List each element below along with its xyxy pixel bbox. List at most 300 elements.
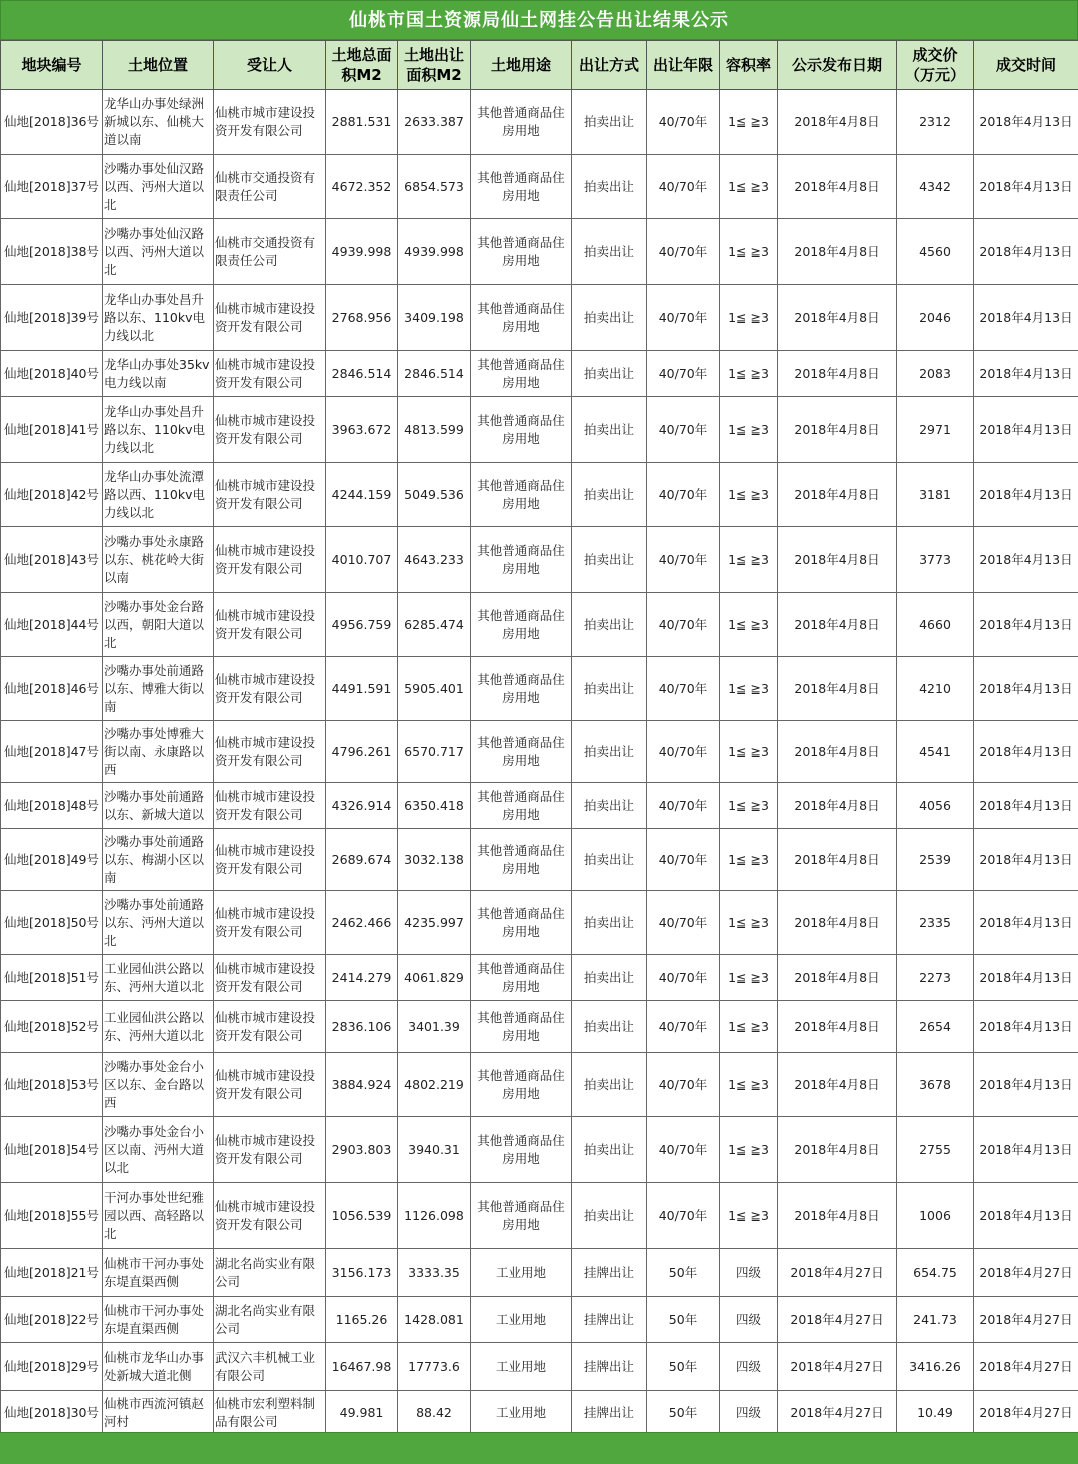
cell-buyer: 仙桃市宏利塑料制品有限公司: [214, 1391, 326, 1435]
cell-buyer: 仙桃市城市建设投资开发有限公司: [214, 1183, 326, 1249]
cell-far: 1≦ ≧3: [720, 891, 778, 955]
cell-term: 40/70年: [647, 593, 720, 657]
table-row: [1, 1001, 1078, 1053]
cell-plot-id: 仙地[2018]30号: [1, 1391, 103, 1435]
table-row: [1, 1343, 1078, 1391]
cell-sold-area: 4643.233: [398, 527, 471, 593]
cell-plot-id: 仙地[2018]37号: [1, 155, 103, 219]
cell-deal-date: 2018年4月13日: [974, 1001, 1078, 1053]
cell-price: 2046: [897, 285, 974, 351]
cell-total-area: 4956.759: [326, 593, 398, 657]
cell-sold-area: 3401.39: [398, 1001, 471, 1053]
cell-plot-id: 仙地[2018]41号: [1, 397, 103, 463]
cell-far: 四级: [720, 1343, 778, 1391]
cell-plot-id: 仙地[2018]40号: [1, 351, 103, 397]
cell-pub-date: 2018年4月8日: [778, 1053, 897, 1117]
cell-total-area: 2689.674: [326, 829, 398, 891]
cell-term: 40/70年: [647, 657, 720, 721]
cell-total-area: 2903.803: [326, 1117, 398, 1183]
cell-method: 拍卖出让: [572, 219, 647, 285]
cell-price: 10.49: [897, 1391, 974, 1435]
cell-pub-date: 2018年4月8日: [778, 90, 897, 155]
cell-method: 拍卖出让: [572, 1117, 647, 1183]
cell-term: 40/70年: [647, 90, 720, 155]
cell-sold-area: 3333.35: [398, 1249, 471, 1297]
cell-use: 其他普通商品住房用地: [471, 155, 572, 219]
cell-total-area: 4491.591: [326, 657, 398, 721]
cell-deal-date: 2018年4月13日: [974, 219, 1078, 285]
cell-price: 2971: [897, 397, 974, 463]
cell-total-area: 1165.26: [326, 1297, 398, 1343]
cell-location: 龙华山办事处昌升路以东、110kv电力线以北: [103, 397, 214, 463]
cell-term: 40/70年: [647, 463, 720, 527]
cell-term: 40/70年: [647, 721, 720, 783]
cell-pub-date: 2018年4月27日: [778, 1391, 897, 1435]
col-header-far: 容积率: [720, 41, 778, 90]
cell-price: 2755: [897, 1117, 974, 1183]
cell-use: 其他普通商品住房用地: [471, 351, 572, 397]
cell-use: 工业用地: [471, 1343, 572, 1391]
col-header-buyer: 受让人: [214, 41, 326, 90]
cell-buyer: 仙桃市城市建设投资开发有限公司: [214, 90, 326, 155]
cell-buyer: 仙桃市城市建设投资开发有限公司: [214, 783, 326, 829]
cell-plot-id: 仙地[2018]43号: [1, 527, 103, 593]
cell-method: 挂牌出让: [572, 1391, 647, 1435]
cell-total-area: 3963.672: [326, 397, 398, 463]
cell-buyer: 仙桃市城市建设投资开发有限公司: [214, 955, 326, 1001]
cell-method: 拍卖出让: [572, 657, 647, 721]
cell-plot-id: 仙地[2018]38号: [1, 219, 103, 285]
cell-deal-date: 2018年4月13日: [974, 891, 1078, 955]
cell-pub-date: 2018年4月8日: [778, 721, 897, 783]
cell-pub-date: 2018年4月8日: [778, 1001, 897, 1053]
cell-total-area: 4672.352: [326, 155, 398, 219]
cell-sold-area: 6285.474: [398, 593, 471, 657]
cell-use: 其他普通商品住房用地: [471, 1053, 572, 1117]
cell-use: 工业用地: [471, 1249, 572, 1297]
cell-far: 1≦ ≧3: [720, 90, 778, 155]
cell-sold-area: 1126.098: [398, 1183, 471, 1249]
cell-deal-date: 2018年4月13日: [974, 955, 1078, 1001]
table-row: [1, 955, 1078, 1001]
cell-pub-date: 2018年4月8日: [778, 397, 897, 463]
cell-sold-area: 2633.387: [398, 90, 471, 155]
cell-deal-date: 2018年4月27日: [974, 1391, 1078, 1435]
cell-deal-date: 2018年4月27日: [974, 1297, 1078, 1343]
table-row: [1, 721, 1078, 783]
cell-sold-area: 3409.198: [398, 285, 471, 351]
cell-term: 40/70年: [647, 1053, 720, 1117]
cell-term: 40/70年: [647, 155, 720, 219]
cell-buyer: 仙桃市交通投资有限责任公司: [214, 155, 326, 219]
table-row: [1, 783, 1078, 829]
cell-total-area: 1056.539: [326, 1183, 398, 1249]
cell-term: 40/70年: [647, 285, 720, 351]
cell-location: 龙华山办事处35kv电力线以南: [103, 351, 214, 397]
cell-term: 40/70年: [647, 219, 720, 285]
table-row: [1, 219, 1078, 285]
cell-method: 拍卖出让: [572, 351, 647, 397]
cell-term: 50年: [647, 1297, 720, 1343]
cell-location: 沙嘴办事处前通路以东、梅湖小区以南: [103, 829, 214, 891]
cell-method: 挂牌出让: [572, 1249, 647, 1297]
cell-far: 1≦ ≧3: [720, 721, 778, 783]
cell-location: 龙华山办事处昌升路以东、110kv电力线以北: [103, 285, 214, 351]
cell-plot-id: 仙地[2018]39号: [1, 285, 103, 351]
cell-pub-date: 2018年4月8日: [778, 783, 897, 829]
cell-total-area: 3884.924: [326, 1053, 398, 1117]
cell-far: 1≦ ≧3: [720, 155, 778, 219]
cell-use: 其他普通商品住房用地: [471, 90, 572, 155]
cell-total-area: 4244.159: [326, 463, 398, 527]
table-row: [1, 1053, 1078, 1117]
cell-pub-date: 2018年4月27日: [778, 1249, 897, 1297]
cell-far: 1≦ ≧3: [720, 527, 778, 593]
header-row: [1, 41, 1078, 90]
cell-deal-date: 2018年4月13日: [974, 1117, 1078, 1183]
cell-price: 4560: [897, 219, 974, 285]
cell-location: 沙嘴办事处永康路以东、桃花岭大街以南: [103, 527, 214, 593]
cell-pub-date: 2018年4月27日: [778, 1343, 897, 1391]
cell-use: 其他普通商品住房用地: [471, 829, 572, 891]
cell-total-area: 2846.514: [326, 351, 398, 397]
cell-far: 1≦ ≧3: [720, 285, 778, 351]
cell-sold-area: 4939.998: [398, 219, 471, 285]
cell-buyer: 仙桃市交通投资有限责任公司: [214, 219, 326, 285]
cell-location: 沙嘴办事处金台小区以东、金台路以西: [103, 1053, 214, 1117]
cell-far: 1≦ ≧3: [720, 657, 778, 721]
cell-total-area: 2881.531: [326, 90, 398, 155]
table-row: [1, 463, 1078, 527]
cell-deal-date: 2018年4月13日: [974, 285, 1078, 351]
cell-use: 工业用地: [471, 1391, 572, 1435]
cell-far: 1≦ ≧3: [720, 219, 778, 285]
table-row: [1, 1249, 1078, 1297]
cell-term: 40/70年: [647, 783, 720, 829]
cell-term: 40/70年: [647, 1001, 720, 1053]
cell-buyer: 仙桃市城市建设投资开发有限公司: [214, 657, 326, 721]
cell-price: 4056: [897, 783, 974, 829]
cell-deal-date: 2018年4月13日: [974, 721, 1078, 783]
cell-plot-id: 仙地[2018]53号: [1, 1053, 103, 1117]
cell-plot-id: 仙地[2018]36号: [1, 90, 103, 155]
cell-price: 2539: [897, 829, 974, 891]
cell-sold-area: 4802.219: [398, 1053, 471, 1117]
cell-method: 挂牌出让: [572, 1343, 647, 1391]
cell-price: 2083: [897, 351, 974, 397]
footer-bar: [0, 1432, 1078, 1464]
cell-method: 拍卖出让: [572, 1183, 647, 1249]
table-row: [1, 1183, 1078, 1249]
cell-use: 其他普通商品住房用地: [471, 527, 572, 593]
table-row: [1, 829, 1078, 891]
cell-far: 四级: [720, 1391, 778, 1435]
cell-method: 拍卖出让: [572, 721, 647, 783]
cell-method: 拍卖出让: [572, 1053, 647, 1117]
cell-pub-date: 2018年4月8日: [778, 463, 897, 527]
cell-location: 工业园仙洪公路以东、沔州大道以北: [103, 955, 214, 1001]
sheet-title: 仙桃市国土资源局仙土网挂公告出让结果公示: [0, 0, 1078, 40]
cell-buyer: 湖北名尚实业有限公司: [214, 1297, 326, 1343]
cell-sold-area: 1428.081: [398, 1297, 471, 1343]
cell-price: 2273: [897, 955, 974, 1001]
col-header-total-area: 土地总面积M2: [326, 41, 398, 90]
cell-use: 其他普通商品住房用地: [471, 721, 572, 783]
cell-use: 其他普通商品住房用地: [471, 955, 572, 1001]
cell-use: 其他普通商品住房用地: [471, 657, 572, 721]
cell-location: 干河办事处世纪雅园以西、高轻路以北: [103, 1183, 214, 1249]
cell-location: 仙桃市干河办事处东堤直渠西侧: [103, 1249, 214, 1297]
cell-pub-date: 2018年4月8日: [778, 155, 897, 219]
cell-far: 1≦ ≧3: [720, 397, 778, 463]
cell-term: 40/70年: [647, 1117, 720, 1183]
cell-plot-id: 仙地[2018]47号: [1, 721, 103, 783]
table-row: [1, 351, 1078, 397]
cell-sold-area: 6570.717: [398, 721, 471, 783]
cell-buyer: 仙桃市城市建设投资开发有限公司: [214, 593, 326, 657]
cell-method: 拍卖出让: [572, 285, 647, 351]
cell-use: 其他普通商品住房用地: [471, 1001, 572, 1053]
cell-method: 挂牌出让: [572, 1297, 647, 1343]
cell-buyer: 仙桃市城市建设投资开发有限公司: [214, 527, 326, 593]
cell-far: 1≦ ≧3: [720, 829, 778, 891]
cell-pub-date: 2018年4月8日: [778, 593, 897, 657]
cell-total-area: 16467.98: [326, 1343, 398, 1391]
cell-pub-date: 2018年4月8日: [778, 1183, 897, 1249]
cell-buyer: 仙桃市城市建设投资开发有限公司: [214, 463, 326, 527]
cell-plot-id: 仙地[2018]54号: [1, 1117, 103, 1183]
cell-plot-id: 仙地[2018]48号: [1, 783, 103, 829]
cell-pub-date: 2018年4月8日: [778, 219, 897, 285]
cell-term: 40/70年: [647, 891, 720, 955]
cell-plot-id: 仙地[2018]21号: [1, 1249, 103, 1297]
cell-buyer: 仙桃市城市建设投资开发有限公司: [214, 891, 326, 955]
cell-plot-id: 仙地[2018]51号: [1, 955, 103, 1001]
cell-location: 沙嘴办事处金台小区以南、沔州大道以北: [103, 1117, 214, 1183]
table-row: [1, 527, 1078, 593]
cell-method: 拍卖出让: [572, 397, 647, 463]
table-row: [1, 285, 1078, 351]
cell-price: 3416.26: [897, 1343, 974, 1391]
cell-pub-date: 2018年4月8日: [778, 829, 897, 891]
cell-plot-id: 仙地[2018]44号: [1, 593, 103, 657]
cell-far: 1≦ ≧3: [720, 783, 778, 829]
cell-total-area: 2836.106: [326, 1001, 398, 1053]
cell-location: 龙华山办事处流潭路以西、110kv电力线以北: [103, 463, 214, 527]
cell-location: 仙桃市干河办事处东堤直渠西侧: [103, 1297, 214, 1343]
cell-pub-date: 2018年4月8日: [778, 657, 897, 721]
table-row: [1, 90, 1078, 155]
cell-far: 1≦ ≧3: [720, 1053, 778, 1117]
cell-location: 工业园仙洪公路以东、沔州大道以北: [103, 1001, 214, 1053]
col-header-location: 土地位置: [103, 41, 214, 90]
cell-sold-area: 4061.829: [398, 955, 471, 1001]
cell-plot-id: 仙地[2018]29号: [1, 1343, 103, 1391]
cell-price: 2335: [897, 891, 974, 955]
cell-price: 2654: [897, 1001, 974, 1053]
cell-plot-id: 仙地[2018]46号: [1, 657, 103, 721]
cell-total-area: 4796.261: [326, 721, 398, 783]
cell-sold-area: 3940.31: [398, 1117, 471, 1183]
cell-deal-date: 2018年4月13日: [974, 90, 1078, 155]
cell-buyer: 湖北名尚实业有限公司: [214, 1249, 326, 1297]
cell-deal-date: 2018年4月13日: [974, 829, 1078, 891]
cell-total-area: 49.981: [326, 1391, 398, 1435]
cell-buyer: 仙桃市城市建设投资开发有限公司: [214, 1117, 326, 1183]
col-header-deal-date: 成交时间: [974, 41, 1078, 90]
cell-sold-area: 3032.138: [398, 829, 471, 891]
cell-deal-date: 2018年4月13日: [974, 657, 1078, 721]
cell-term: 40/70年: [647, 1183, 720, 1249]
table-row: [1, 657, 1078, 721]
cell-term: 40/70年: [647, 351, 720, 397]
cell-use: 其他普通商品住房用地: [471, 1117, 572, 1183]
cell-price: 4342: [897, 155, 974, 219]
cell-price: 241.73: [897, 1297, 974, 1343]
cell-buyer: 仙桃市城市建设投资开发有限公司: [214, 1001, 326, 1053]
cell-sold-area: 4235.997: [398, 891, 471, 955]
col-header-method: 出让方式: [572, 41, 647, 90]
cell-total-area: 4939.998: [326, 219, 398, 285]
cell-sold-area: 6854.573: [398, 155, 471, 219]
cell-far: 1≦ ≧3: [720, 593, 778, 657]
cell-term: 40/70年: [647, 829, 720, 891]
cell-total-area: 4010.707: [326, 527, 398, 593]
cell-far: 1≦ ≧3: [720, 1183, 778, 1249]
cell-plot-id: 仙地[2018]49号: [1, 829, 103, 891]
cell-total-area: 4326.914: [326, 783, 398, 829]
table-row: [1, 155, 1078, 219]
cell-sold-area: 88.42: [398, 1391, 471, 1435]
cell-method: 拍卖出让: [572, 1001, 647, 1053]
cell-pub-date: 2018年4月8日: [778, 891, 897, 955]
table-body: [1, 90, 1078, 1435]
cell-plot-id: 仙地[2018]22号: [1, 1297, 103, 1343]
cell-location: 沙嘴办事处博雅大街以南、永康路以西: [103, 721, 214, 783]
land-table: [0, 40, 1078, 1435]
cell-use: 其他普通商品住房用地: [471, 219, 572, 285]
cell-location: 沙嘴办事处前通路以东、沔州大道以北: [103, 891, 214, 955]
cell-sold-area: 17773.6: [398, 1343, 471, 1391]
cell-location: 仙桃市龙华山办事处新城大道北侧: [103, 1343, 214, 1391]
cell-use: 工业用地: [471, 1297, 572, 1343]
cell-buyer: 仙桃市城市建设投资开发有限公司: [214, 397, 326, 463]
col-header-use: 土地用途: [471, 41, 572, 90]
cell-method: 拍卖出让: [572, 90, 647, 155]
cell-deal-date: 2018年4月13日: [974, 1183, 1078, 1249]
cell-plot-id: 仙地[2018]42号: [1, 463, 103, 527]
cell-pub-date: 2018年4月8日: [778, 527, 897, 593]
cell-location: 仙桃市西流河镇赵河村: [103, 1391, 214, 1435]
cell-buyer: 仙桃市城市建设投资开发有限公司: [214, 285, 326, 351]
cell-term: 40/70年: [647, 955, 720, 1001]
cell-far: 1≦ ≧3: [720, 1001, 778, 1053]
table-row: [1, 1297, 1078, 1343]
table-row: [1, 593, 1078, 657]
cell-pub-date: 2018年4月8日: [778, 955, 897, 1001]
cell-method: 拍卖出让: [572, 955, 647, 1001]
cell-price: 654.75: [897, 1249, 974, 1297]
cell-term: 50年: [647, 1343, 720, 1391]
cell-price: 1006: [897, 1183, 974, 1249]
cell-price: 2312: [897, 90, 974, 155]
cell-deal-date: 2018年4月13日: [974, 593, 1078, 657]
col-header-pub-date: 公示发布日期: [778, 41, 897, 90]
cell-method: 拍卖出让: [572, 891, 647, 955]
cell-far: 1≦ ≧3: [720, 955, 778, 1001]
cell-deal-date: 2018年4月13日: [974, 155, 1078, 219]
cell-deal-date: 2018年4月13日: [974, 1053, 1078, 1117]
cell-buyer: 仙桃市城市建设投资开发有限公司: [214, 829, 326, 891]
cell-method: 拍卖出让: [572, 593, 647, 657]
cell-term: 50年: [647, 1249, 720, 1297]
cell-term: 40/70年: [647, 527, 720, 593]
cell-sold-area: 5905.401: [398, 657, 471, 721]
cell-buyer: 仙桃市城市建设投资开发有限公司: [214, 1053, 326, 1117]
cell-buyer: 仙桃市城市建设投资开发有限公司: [214, 721, 326, 783]
cell-method: 拍卖出让: [572, 463, 647, 527]
cell-pub-date: 2018年4月8日: [778, 1117, 897, 1183]
cell-location: 沙嘴办事处仙汉路以西、沔州大道以北: [103, 155, 214, 219]
cell-use: 其他普通商品住房用地: [471, 463, 572, 527]
cell-method: 拍卖出让: [572, 783, 647, 829]
cell-use: 其他普通商品住房用地: [471, 783, 572, 829]
cell-sold-area: 2846.514: [398, 351, 471, 397]
cell-plot-id: 仙地[2018]50号: [1, 891, 103, 955]
cell-method: 拍卖出让: [572, 155, 647, 219]
col-header-price: 成交价（万元）: [897, 41, 974, 90]
cell-price: 4660: [897, 593, 974, 657]
cell-use: 其他普通商品住房用地: [471, 1183, 572, 1249]
cell-deal-date: 2018年4月13日: [974, 783, 1078, 829]
cell-deal-date: 2018年4月27日: [974, 1249, 1078, 1297]
cell-total-area: 2462.466: [326, 891, 398, 955]
cell-plot-id: 仙地[2018]55号: [1, 1183, 103, 1249]
table-row: [1, 1117, 1078, 1183]
cell-use: 其他普通商品住房用地: [471, 891, 572, 955]
cell-far: 1≦ ≧3: [720, 463, 778, 527]
table-row: [1, 891, 1078, 955]
cell-method: 拍卖出让: [572, 527, 647, 593]
cell-price: 4541: [897, 721, 974, 783]
cell-sold-area: 5049.536: [398, 463, 471, 527]
cell-use: 其他普通商品住房用地: [471, 593, 572, 657]
cell-far: 1≦ ≧3: [720, 351, 778, 397]
cell-deal-date: 2018年4月13日: [974, 463, 1078, 527]
col-header-term: 出让年限: [647, 41, 720, 90]
cell-deal-date: 2018年4月13日: [974, 351, 1078, 397]
cell-buyer: 仙桃市城市建设投资开发有限公司: [214, 351, 326, 397]
col-header-id: 地块编号: [1, 41, 103, 90]
cell-plot-id: 仙地[2018]52号: [1, 1001, 103, 1053]
cell-deal-date: 2018年4月13日: [974, 397, 1078, 463]
cell-pub-date: 2018年4月8日: [778, 285, 897, 351]
cell-use: 其他普通商品住房用地: [471, 397, 572, 463]
cell-total-area: 2768.956: [326, 285, 398, 351]
cell-price: 3773: [897, 527, 974, 593]
cell-method: 拍卖出让: [572, 829, 647, 891]
cell-sold-area: 6350.418: [398, 783, 471, 829]
cell-sold-area: 4813.599: [398, 397, 471, 463]
cell-total-area: 2414.279: [326, 955, 398, 1001]
table-row: [1, 397, 1078, 463]
cell-use: 其他普通商品住房用地: [471, 285, 572, 351]
cell-location: 沙嘴办事处前通路以东、新城大道以: [103, 783, 214, 829]
cell-far: 四级: [720, 1297, 778, 1343]
cell-far: 1≦ ≧3: [720, 1117, 778, 1183]
cell-deal-date: 2018年4月13日: [974, 527, 1078, 593]
cell-pub-date: 2018年4月27日: [778, 1297, 897, 1343]
